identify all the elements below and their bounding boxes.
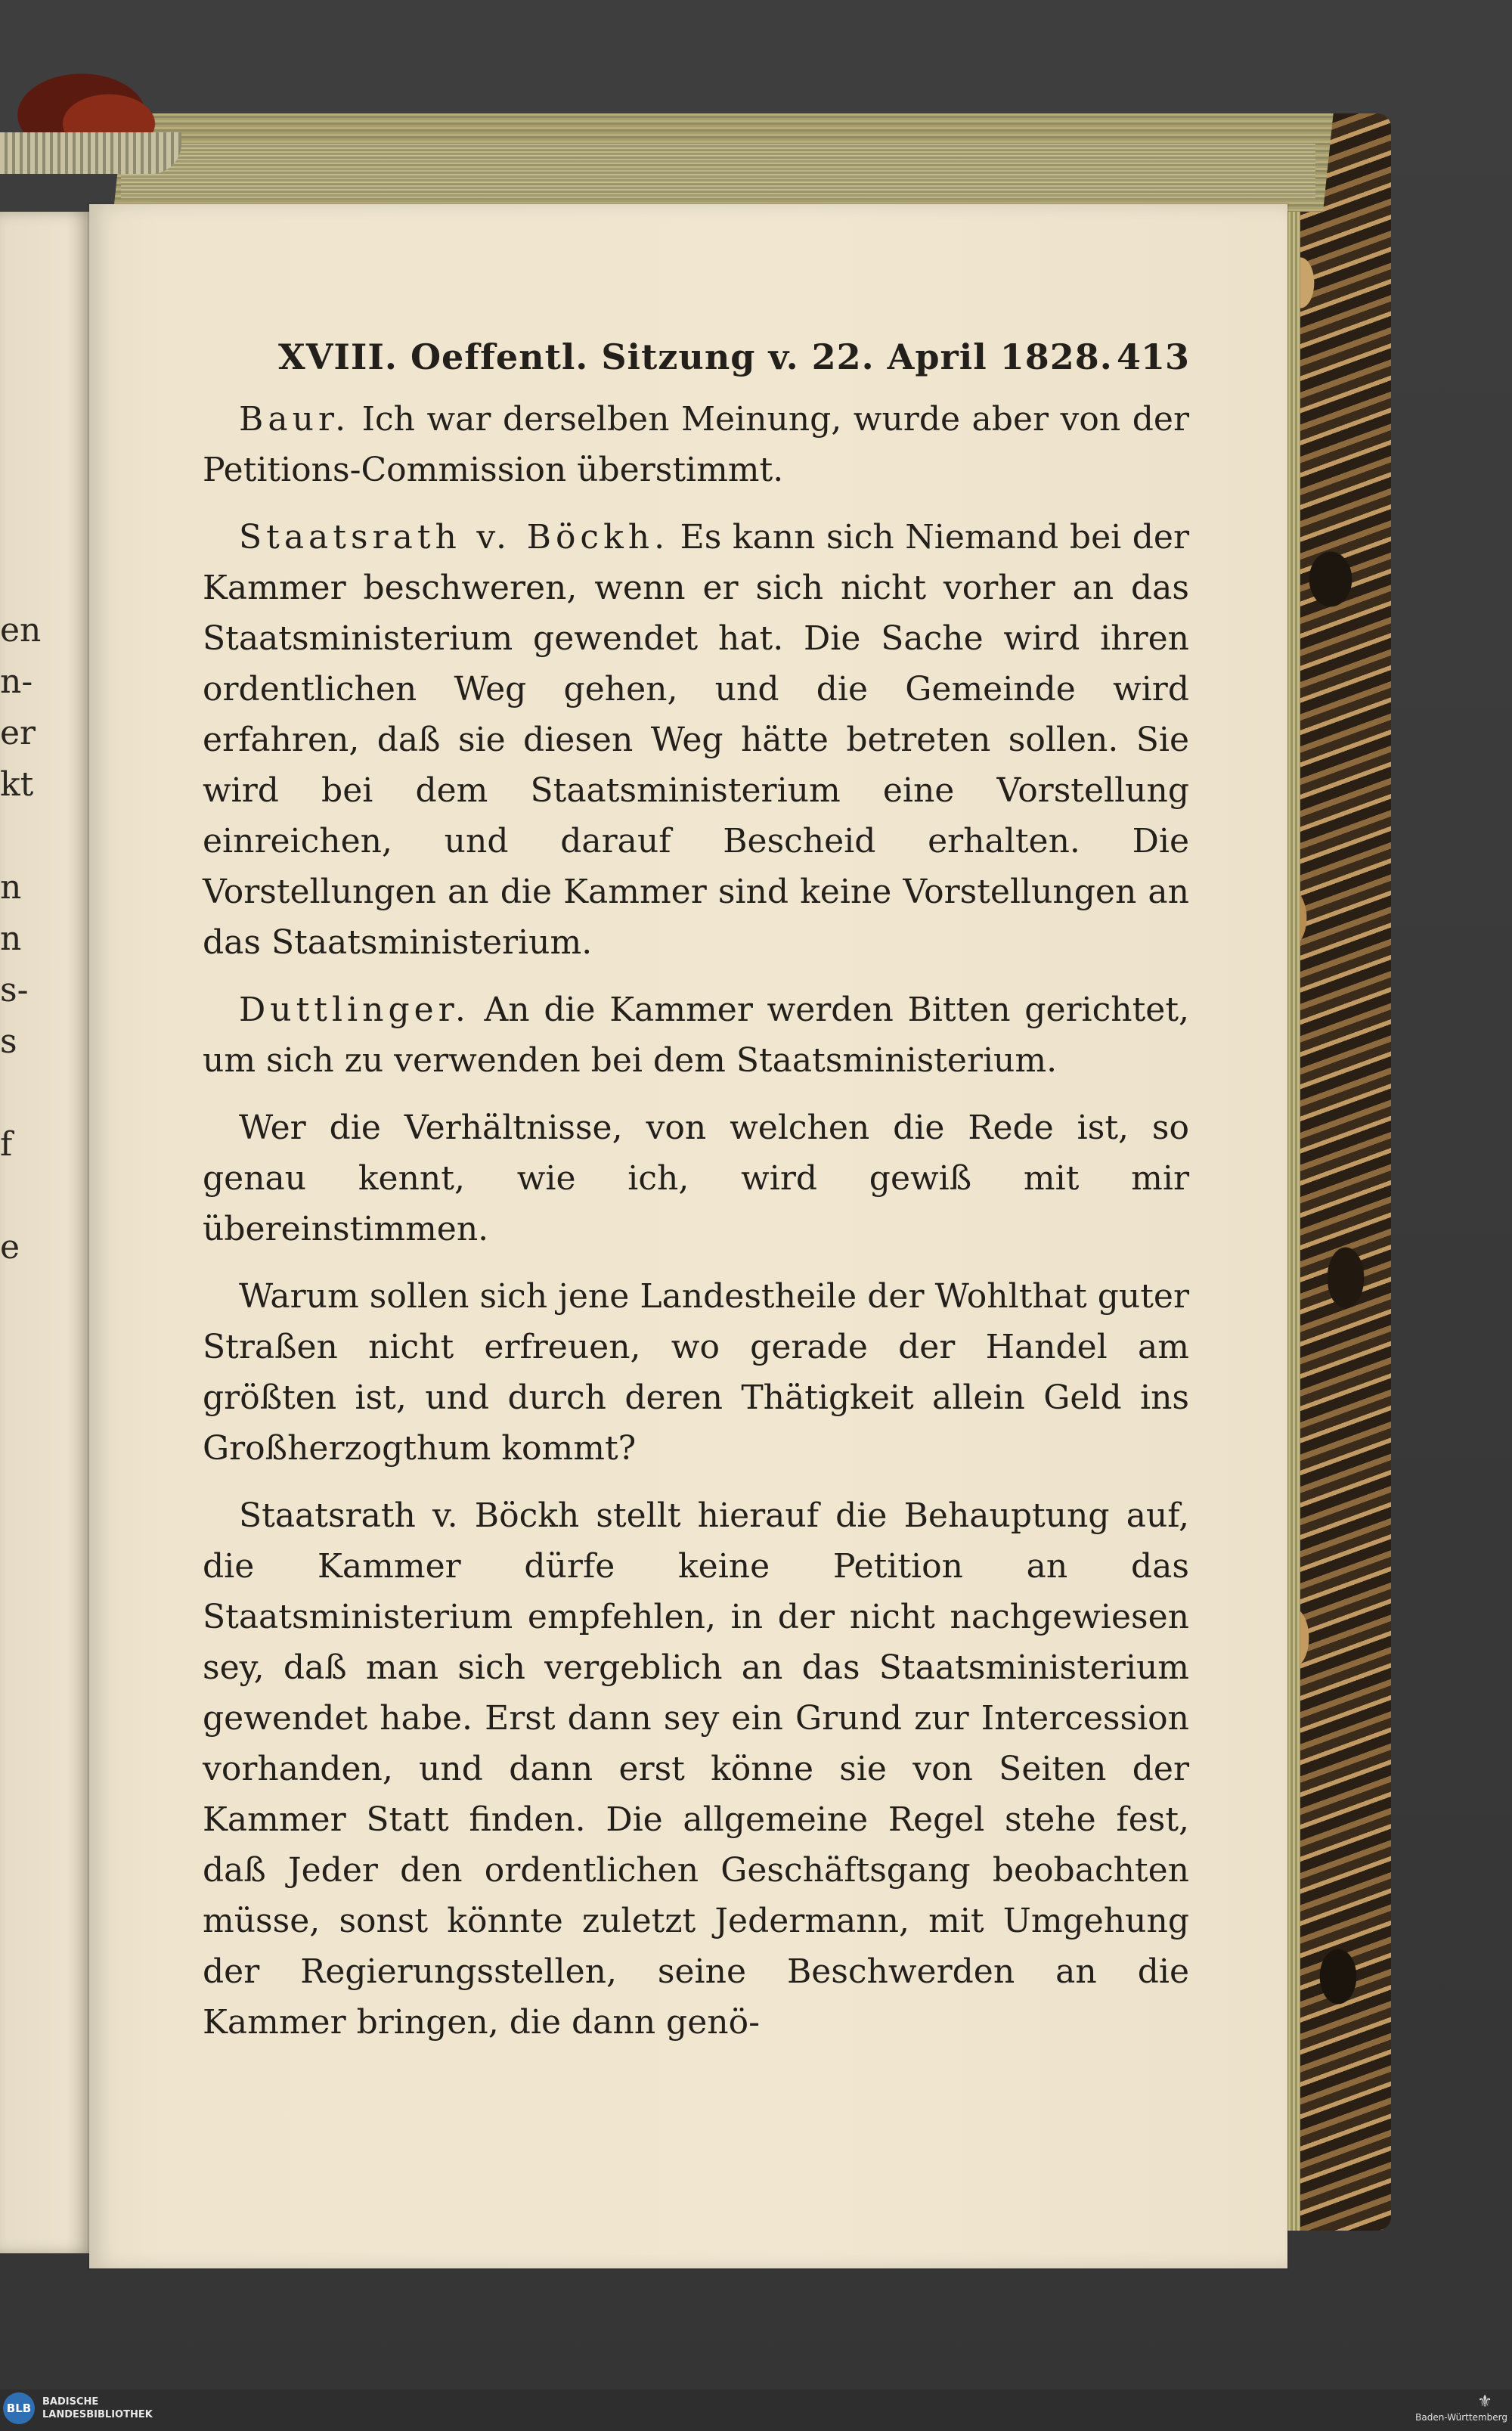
page-number: 413 (1116, 336, 1189, 377)
running-title: XVIII. Oeffentl. Sitzung v. 22. April 1828. (278, 336, 1113, 377)
previous-page-fragment: n (0, 919, 22, 958)
paragraph (203, 512, 1189, 968)
previous-page-fragment: en (0, 611, 42, 650)
previous-page-text-fragments (0, 605, 42, 1273)
blb-logo-icon[interactable]: BLB (3, 2392, 35, 2424)
gilt-top-edge-highlight (121, 144, 1315, 200)
paragraph-text: Es kann sich Niemand bei der Kammer beschweren, wenn er sich nicht vorher an das Staatsministerium gewendet hat. Die Sache wird ihren ordentlichen Weg gehen, und die Gemeinde wird erfahren, daß sie diesen Weg hätte betreten sollen. Sie wird bei dem Staatsministerium eine Vorstellung einreichen, und darauf Bescheid erhalten. Die Vorstellungen an die Kammer sind keine Vorstellungen an das Staatsministerium. (203, 518, 1189, 962)
previous-page-fragment: s (0, 1022, 17, 1061)
previous-page-fragment (0, 811, 30, 862)
library-name-line2: LANDESBIBLIOTHEK (42, 2409, 153, 2420)
previous-page-fragment: er (0, 714, 36, 752)
library-name (42, 2395, 153, 2421)
viewer-footer (0, 2389, 1512, 2431)
previous-page-fragment: e (0, 1228, 20, 1267)
previous-page-sliver (0, 212, 94, 2253)
state-emblem-icon: ⚜ (1477, 2392, 1492, 2411)
speaker-name: Duttlinger. (239, 991, 470, 1029)
running-head (203, 336, 1189, 389)
paragraph (203, 1102, 1189, 1254)
state-mark (1387, 2392, 1507, 2423)
previous-page-fragment: s- (0, 971, 29, 1009)
previous-page-fragment: f (0, 1125, 13, 1164)
paragraph (203, 984, 1189, 1086)
previous-page-fragment (0, 1171, 30, 1222)
speaker-name: Baur. (239, 400, 351, 439)
page-paragraphs (203, 394, 1189, 2048)
paragraph-text: Staatsrath v. Böckh stellt hierauf die Behauptung auf, die Kammer dürfe keine Petition an das Staatsministerium empfehlen, in der nicht nachgewiesen sey, daß man sich vergeblich an das Staatsministerium gewendet habe. Erst dann sey ein Grund zur Intercession vorhanden, und dann erst könne sie von Seiten der Kammer Statt finden. Die allgemeine Regel stehe fest, daß Jeder den ordentlichen Geschäftsgang beobachten müsse, sonst könnte zuletzt Jedermann, mit Umgehung der Regierungsstellen, seine Beschwerden an die Kammer bringen, die dann genö- (203, 1496, 1189, 2042)
paragraph-text: Wer die Verhältnisse, von welchen die Rede ist, so genau kennt, wie ich, wird gewiß mit mir übereinstimmen. (203, 1109, 1189, 1248)
previous-page-fragment (0, 1068, 30, 1119)
previous-page-fragment: kt (0, 765, 34, 804)
previous-page-fragment: n (0, 868, 22, 907)
state-name: Baden-Württemberg (1415, 2412, 1507, 2423)
paragraph (203, 394, 1189, 495)
paragraph-text: An die Kammer werden Bitten gerichtet, um sich zu verwenden bei dem Staatsministerium. (203, 991, 1189, 1080)
paragraph-text: Warum sollen sich jene Landestheile der Wohlthat guter Straßen nicht erfreuen, wo gerade der Handel am größten ist, und durch deren Thätigkeit allein Geld ins Großherzogthum kommt? (203, 1277, 1189, 1468)
previous-page-fragment: n- (0, 662, 33, 701)
book-page (89, 204, 1287, 2268)
paragraph (203, 1271, 1189, 1474)
spine-headband (0, 132, 181, 174)
paragraph (203, 1490, 1189, 2048)
paragraph-text: Ich war derselben Meinung, wurde aber von der Petitions-Commission überstimmt. (203, 400, 1189, 489)
page-text-block (203, 336, 1189, 2064)
library-name-line1: BADISCHE (42, 2396, 99, 2408)
speaker-name: Staatsrath v. Böckh. (239, 518, 670, 557)
